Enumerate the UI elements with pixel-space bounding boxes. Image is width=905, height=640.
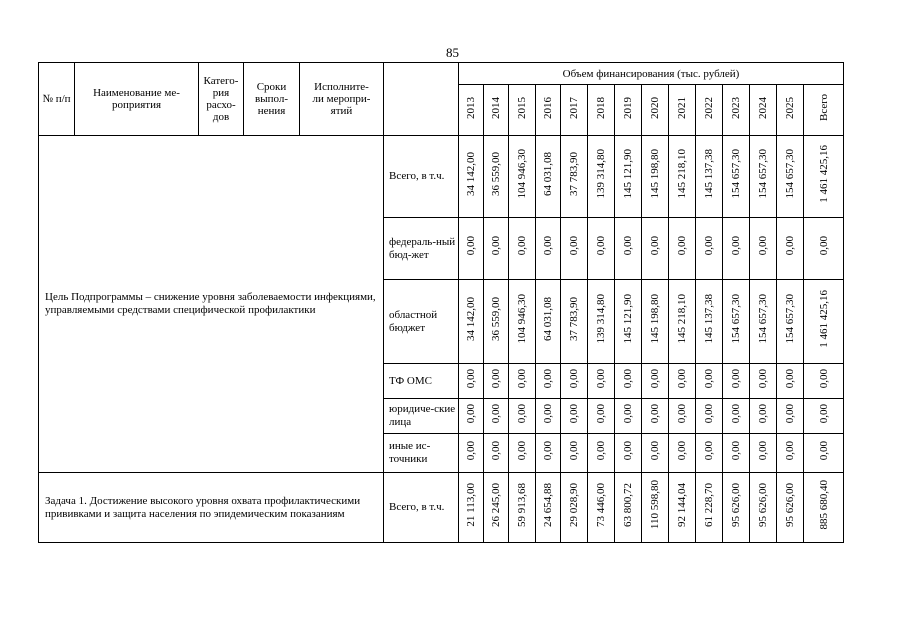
header-year	[509, 85, 536, 136]
task1-text: Задача 1. Достижение высокого уровня охвата профилактическими прививками и защита населения по эпидемическим показаниям	[39, 473, 384, 543]
header-blank	[384, 63, 459, 136]
value-cell	[777, 399, 804, 434]
value-text: 110 598,80	[649, 480, 661, 530]
value-cell	[561, 399, 588, 434]
value-cell	[642, 136, 669, 218]
value-cell	[509, 364, 536, 399]
header-category-text: Катего- рия расхо- дов	[203, 75, 239, 123]
value-cell	[696, 473, 723, 543]
value-text: 145 137,38	[703, 294, 715, 344]
header-year-label: 2020	[649, 96, 661, 119]
value-cell	[642, 434, 669, 473]
funding-source: областной бюджет	[384, 280, 459, 364]
value-cell	[615, 364, 642, 399]
value-text: 36 559,00	[490, 297, 502, 341]
value-text: 0,00	[490, 403, 502, 424]
value-cell	[484, 218, 509, 280]
header-year-label: 2021	[676, 96, 688, 119]
value-cell	[696, 434, 723, 473]
value-cell	[723, 136, 750, 218]
value-cell	[723, 434, 750, 473]
value-cell	[484, 280, 509, 364]
value-text: 1 461 425,16	[817, 145, 830, 203]
value-cell	[588, 364, 615, 399]
header-num: № п/п	[39, 63, 75, 136]
value-cell	[561, 280, 588, 364]
header-year-label: 2024	[757, 96, 769, 119]
header-year	[642, 85, 669, 136]
value-text: 34 142,00	[465, 297, 477, 341]
value-cell	[696, 364, 723, 399]
value-cell	[696, 218, 723, 280]
value-cell	[484, 399, 509, 434]
value-cell	[669, 364, 696, 399]
value-cell	[484, 364, 509, 399]
value-cell	[459, 434, 484, 473]
value-cell	[777, 364, 804, 399]
value-text: 154 657,30	[757, 149, 769, 199]
value-cell	[696, 280, 723, 364]
value-text: 0,00	[542, 236, 554, 256]
value-cell	[615, 473, 642, 543]
value-text: 0,00	[730, 236, 742, 256]
value-text: 0,00	[784, 236, 796, 256]
value-text: 0,00	[757, 403, 769, 424]
value-text: 0,00	[622, 403, 634, 424]
header-year-label: 2025	[784, 96, 796, 119]
value-text: 36 559,00	[490, 152, 502, 196]
header-year	[777, 85, 804, 136]
value-text: 0,00	[676, 403, 688, 424]
value-cell	[509, 218, 536, 280]
value-cell	[750, 280, 777, 364]
funding-source: Всего, в т.ч.	[384, 136, 459, 218]
value-text: 154 657,30	[730, 149, 742, 199]
value-cell	[642, 218, 669, 280]
value-text: 0,00	[757, 440, 769, 461]
header-year-label: 2015	[516, 96, 528, 119]
value-cell	[588, 136, 615, 218]
value-text: 0,00	[730, 368, 742, 389]
value-text: 0,00	[490, 236, 502, 256]
header-year-label: 2017	[568, 96, 580, 119]
header-year-label: 2016	[542, 96, 554, 119]
value-cell	[669, 136, 696, 218]
value-cell	[804, 434, 844, 473]
value-text: 0,00	[703, 236, 715, 256]
header-year	[669, 85, 696, 136]
value-cell	[750, 473, 777, 543]
value-text: 0,00	[622, 440, 634, 461]
value-text: 0,00	[676, 368, 688, 389]
value-text: 0,00	[516, 368, 528, 389]
value-text: 145 198,80	[649, 294, 661, 344]
value-cell	[669, 399, 696, 434]
header-year-label: 2018	[595, 96, 607, 119]
value-cell	[696, 399, 723, 434]
value-cell	[509, 280, 536, 364]
value-cell	[561, 218, 588, 280]
value-text: 145 121,90	[622, 294, 634, 344]
header-year	[615, 85, 642, 136]
goal-text: Цель Подпрограммы – снижение уровня заболеваемости инфекциями, управляемыми средствами специфической профилактики	[39, 136, 384, 473]
header-year-label: 2022	[703, 96, 715, 119]
value-text: 0,00	[542, 440, 554, 461]
value-text: 0,00	[757, 236, 769, 256]
header-year	[804, 85, 844, 136]
value-text: 139 314,80	[595, 294, 607, 344]
value-text: 104 946,30	[516, 294, 528, 344]
value-cell	[509, 473, 536, 543]
value-cell	[804, 473, 844, 543]
value-cell	[750, 399, 777, 434]
value-cell	[777, 434, 804, 473]
value-cell	[723, 280, 750, 364]
value-cell	[509, 434, 536, 473]
value-text: 0,00	[703, 368, 715, 389]
value-text: 0,00	[622, 236, 634, 256]
value-text: 0,00	[516, 403, 528, 424]
value-text: 0,00	[595, 368, 607, 389]
value-text: 95 626,00	[757, 483, 769, 527]
value-text: 0,00	[568, 236, 580, 256]
value-cell	[696, 136, 723, 218]
value-text: 0,00	[465, 236, 477, 256]
value-text: 0,00	[784, 440, 796, 461]
value-text: 64 031,08	[542, 297, 554, 341]
value-cell	[642, 280, 669, 364]
value-cell	[804, 136, 844, 218]
value-cell	[561, 473, 588, 543]
value-text: 0,00	[649, 368, 661, 389]
value-text: 145 218,10	[676, 149, 688, 199]
value-text: 0,00	[784, 368, 796, 389]
value-text: 0,00	[703, 403, 715, 424]
header-category	[199, 63, 244, 136]
header-year	[588, 85, 615, 136]
header-executors	[300, 63, 384, 136]
value-text: 139 314,80	[595, 149, 607, 199]
value-text: 104 946,30	[516, 149, 528, 199]
value-text: 0,00	[730, 440, 742, 461]
value-cell	[484, 473, 509, 543]
header-terms-text: Сроки выпол- нения	[255, 81, 288, 117]
value-text: 0,00	[465, 440, 477, 461]
value-text: 0,00	[817, 368, 830, 389]
value-cell	[459, 136, 484, 218]
value-text: 0,00	[465, 368, 477, 389]
value-text: 0,00	[676, 440, 688, 461]
header-year-label: Всего	[817, 94, 830, 121]
funding-source: юридиче-ские лица	[384, 399, 459, 434]
value-cell	[615, 434, 642, 473]
value-text: 0,00	[490, 368, 502, 389]
funding-source: иные ис-точники	[384, 434, 459, 473]
value-text: 0,00	[568, 368, 580, 389]
value-cell	[588, 473, 615, 543]
header-year	[750, 85, 777, 136]
header-year	[536, 85, 561, 136]
value-cell	[804, 399, 844, 434]
value-text: 0,00	[622, 368, 634, 389]
value-cell	[750, 434, 777, 473]
header-year	[459, 85, 484, 136]
value-cell	[750, 218, 777, 280]
value-text: 0,00	[595, 403, 607, 424]
value-cell	[723, 364, 750, 399]
value-cell	[804, 218, 844, 280]
value-cell	[536, 280, 561, 364]
value-cell	[669, 280, 696, 364]
value-text: 0,00	[817, 403, 830, 424]
value-text: 34 142,00	[465, 152, 477, 196]
value-text: 0,00	[465, 403, 477, 424]
value-cell	[615, 136, 642, 218]
value-cell	[588, 218, 615, 280]
value-text: 1 461 425,16	[817, 290, 830, 348]
funding-source: федераль-ный бюд-жет	[384, 218, 459, 280]
value-cell	[723, 399, 750, 434]
funding-source: Всего, в т.ч.	[384, 473, 459, 543]
value-text: 0,00	[568, 440, 580, 461]
table-row	[39, 136, 844, 218]
value-text: 0,00	[757, 368, 769, 389]
value-text: 26 245,00	[490, 483, 502, 527]
value-cell	[777, 473, 804, 543]
value-text: 145 198,80	[649, 149, 661, 199]
value-text: 0,00	[649, 440, 661, 461]
value-text: 145 121,90	[622, 149, 634, 199]
header-year-label: 2019	[622, 96, 634, 119]
value-text: 61 228,70	[703, 483, 715, 527]
value-text: 95 626,00	[784, 483, 796, 527]
value-text: 95 626,00	[730, 483, 742, 527]
value-text: 37 783,90	[568, 152, 580, 196]
value-text: 0,00	[568, 403, 580, 424]
value-text: 0,00	[490, 440, 502, 461]
value-cell	[777, 218, 804, 280]
value-text: 0,00	[817, 236, 830, 256]
header-name	[75, 63, 199, 136]
value-text: 885 680,40	[817, 480, 830, 530]
value-cell	[561, 364, 588, 399]
value-cell	[804, 364, 844, 399]
page-number: 85	[446, 45, 459, 60]
table-row	[39, 473, 844, 543]
value-cell	[777, 280, 804, 364]
header-year	[696, 85, 723, 136]
value-text: 145 218,10	[676, 294, 688, 344]
value-text: 0,00	[542, 403, 554, 424]
value-text: 154 657,30	[784, 149, 796, 199]
value-cell	[642, 364, 669, 399]
value-text: 0,00	[784, 403, 796, 424]
value-cell	[615, 280, 642, 364]
value-cell	[642, 399, 669, 434]
value-text: 24 654,88	[542, 483, 554, 527]
value-text: 37 783,90	[568, 297, 580, 341]
value-text: 145 137,38	[703, 149, 715, 199]
value-cell	[459, 364, 484, 399]
value-cell	[561, 434, 588, 473]
value-text: 92 144,04	[676, 483, 688, 527]
value-text: 73 446,00	[595, 483, 607, 527]
header-year	[484, 85, 509, 136]
header-funding: Объем финансирования (тыс. рублей)	[459, 63, 844, 85]
value-text: 154 657,30	[784, 294, 796, 344]
value-text: 0,00	[730, 403, 742, 424]
value-cell	[509, 399, 536, 434]
value-cell	[777, 136, 804, 218]
value-text: 21 113,00	[465, 483, 477, 527]
value-cell	[536, 218, 561, 280]
value-cell	[561, 136, 588, 218]
value-cell	[750, 136, 777, 218]
value-cell	[459, 280, 484, 364]
value-text: 0,00	[516, 440, 528, 461]
value-cell	[615, 218, 642, 280]
header-terms	[244, 63, 300, 136]
header-year-label: 2013	[465, 96, 477, 119]
value-cell	[615, 399, 642, 434]
header-year	[723, 85, 750, 136]
value-cell	[723, 473, 750, 543]
value-cell	[723, 218, 750, 280]
value-text: 0,00	[595, 236, 607, 256]
value-text: 59 913,68	[516, 483, 528, 527]
value-cell	[509, 136, 536, 218]
value-text: 0,00	[542, 368, 554, 389]
header-year-label: 2023	[730, 96, 742, 119]
value-cell	[459, 399, 484, 434]
funding-source: ТФ ОМС	[384, 364, 459, 399]
header-name-text: Наименование ме- роприятия	[93, 87, 180, 111]
value-cell	[669, 218, 696, 280]
value-cell	[588, 399, 615, 434]
value-cell	[588, 280, 615, 364]
value-text: 64 031,08	[542, 152, 554, 196]
value-cell	[484, 434, 509, 473]
value-cell	[669, 473, 696, 543]
header-year-label: 2014	[490, 96, 502, 119]
value-text: 0,00	[595, 440, 607, 461]
value-cell	[536, 136, 561, 218]
value-text: 29 028,90	[568, 483, 580, 527]
value-cell	[642, 473, 669, 543]
value-text: 154 657,30	[730, 294, 742, 344]
value-text: 63 800,72	[622, 483, 634, 527]
budget-table	[38, 62, 844, 543]
value-cell	[459, 218, 484, 280]
value-cell	[588, 434, 615, 473]
value-cell	[669, 434, 696, 473]
header-executors-text: Исполните- ли меропри- ятий	[312, 81, 371, 117]
value-text: 0,00	[676, 236, 688, 256]
value-text: 0,00	[516, 236, 528, 256]
value-cell	[484, 136, 509, 218]
value-text: 0,00	[649, 403, 661, 424]
value-text: 0,00	[703, 440, 715, 461]
value-cell	[536, 399, 561, 434]
value-cell	[536, 434, 561, 473]
value-cell	[459, 473, 484, 543]
value-text: 0,00	[649, 236, 661, 256]
value-cell	[536, 364, 561, 399]
value-cell	[804, 280, 844, 364]
value-text: 0,00	[817, 440, 830, 461]
value-text: 154 657,30	[757, 294, 769, 344]
value-cell	[750, 364, 777, 399]
value-cell	[536, 473, 561, 543]
header-year	[561, 85, 588, 136]
